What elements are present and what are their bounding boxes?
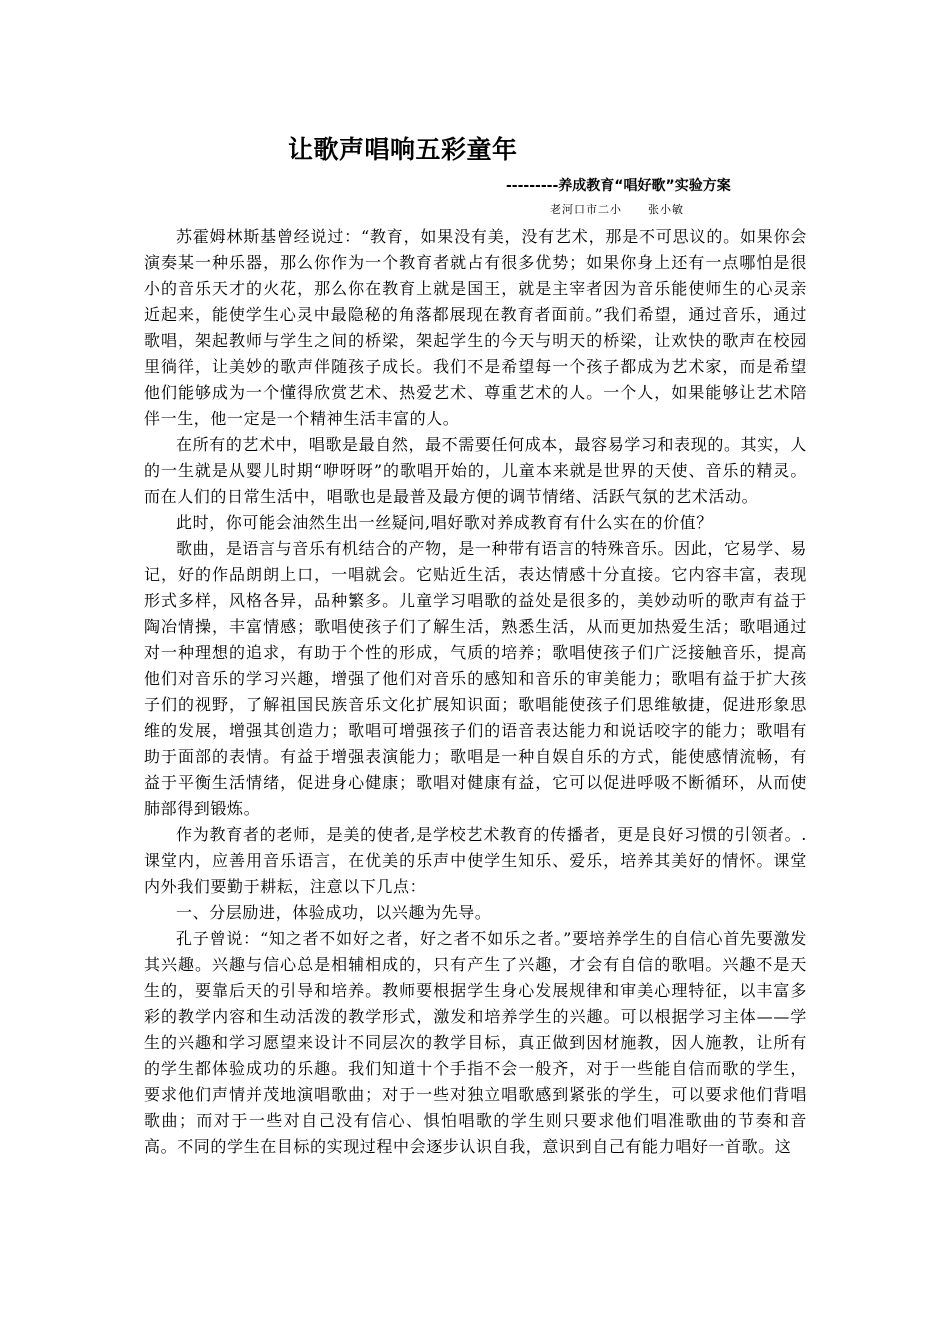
body-paragraph: 苏霍姆林斯基曾经说过：“教育，如果没有美，没有艺术，那是不可思议的。如果你会演奏某一种乐器，那么你作为一个教育者就占有很多优势；如果你身上还有一点哪怕是很小的音乐天才的火花，那么你在教育上就是国王，就是主宰者因为音乐能使师生的心灵亲近起来，能使学生心灵中最隐秘的角落都展现在教育者面前。”我们希望，通过音乐，通过歌唱，架起教师与学生之间的桥梁，架起学生的今天与明天的桥梁，让欢快的歌声在校园里徜徉，让美妙的歌声伴随孩子成长。我们不是希望每一个孩子都成为艺术家，而是希望他们能够成为一个懂得欣赏艺术、热爱艺术、尊重艺术的人。一个人，如果能够让艺术陪伴一生，他一定是一个精神生活丰富的人。	[144, 227, 807, 428]
body-paragraph: 此时，你可能会油然生出一丝疑问,唱好歌对养成教育有什么实在的价值？	[176, 513, 713, 532]
document-title: 让歌声唱响五彩童年	[288, 135, 518, 164]
author-organization: 老河口市二小	[550, 203, 622, 216]
body-paragraph: 在所有的艺术中，唱歌是最自然，最不需要任何成本，最容易学习和表现的。其实，人的一生就是从婴儿时期“咿呀呀”的歌唱开始的，儿童本来就是世界的天使、音乐的精灵。而在人们的日常生活中，唱歌也是最普及最方便的调节情绪、活跃气氛的艺术活动。	[144, 435, 807, 506]
body-paragraph: 作为教育者的老师，是美的使者,是学校艺术教育的传播者，更是良好习惯的引领者。.课堂内，应善用音乐语言，在优美的乐声中使学生知乐、爱乐，培养其美好的情怀。课堂内外我们要勤于耕耘，注意以下几点：	[144, 825, 807, 896]
author-line	[550, 202, 684, 218]
document-subtitle: ---------养成教育“唱好歌”实验方案	[506, 178, 731, 194]
author-name: 张小敏	[648, 203, 684, 216]
body-paragraph: 歌曲，是语言与音乐有机结合的产物，是一种带有语言的特殊音乐。因此，它易学、易记，好的作品朗朗上口，一唱就会。它贴近生活，表达情感十分直接。它内容丰富，表现形式多样，风格各异，品种繁多。儿童学习唱歌的益处是很多的，美妙动听的歌声有益于陶冶情操，丰富情感；歌唱使孩子们了解生活，熟悉生活，从而更加热爱生活；歌唱通过对一种理想的追求，有助于个性的形成，气质的培养；歌唱使孩子们广泛接触音乐，提高他们对音乐的学习兴趣，增强了他们对音乐的感知和音乐的审美能力；歌唱有益于扩大孩子们的视野，了解祖国民族音乐文化扩展知识面；歌唱能使孩子们思维敏捷，促进形象思维的发展，增强其创造力；歌唱可增强孩子们的语音表达能力和说话咬字的能力；歌唱有助于面部的表情。有益于增强表演能力；歌唱是一种自娱自乐的方式，能使感情流畅，有益于平衡生活情绪，促进身心健康；歌唱对健康有益，它可以促进呼吸不断循环，从而使肺部得到锻炼。	[144, 539, 807, 818]
body-paragraph: 孔子曾说：“知之者不如好之者，好之者不如乐之者。”要培养学生的自信心首先要激发其兴趣。兴趣与信心总是相辅相成的，只有产生了兴趣，才会有自信的歌唱。兴趣不是天生的，要靠后天的引导和培养。教师要根据学生身心发展规律和审美心理特征，以丰富多彩的教学内容和生动活泼的教学形式，激发和培养学生的兴趣。可以根据学习主体——学生的兴趣和学习愿望来设计不同层次的教学目标，真正做到因材施教，因人施教，让所有的学生都体验成功的乐趣。我们知道十个手指不会一般齐，对于一些能自信而歌的学生，要求他们声情并茂地演唱歌曲；对于一些对独立唱歌感到紧张的学生，可以要求他们背唱歌曲；而对于一些对自己没有信心、惧怕唱歌的学生则只要求他们唱准歌曲的节奏和音高。不同的学生在目标的实现过程中会逐步认识自我，意识到自己有能力唱好一首歌。这	[144, 929, 807, 1156]
section-heading: 一、分层励进，体验成功，以兴趣为先导。	[176, 903, 492, 922]
document-body	[144, 224, 807, 1160]
